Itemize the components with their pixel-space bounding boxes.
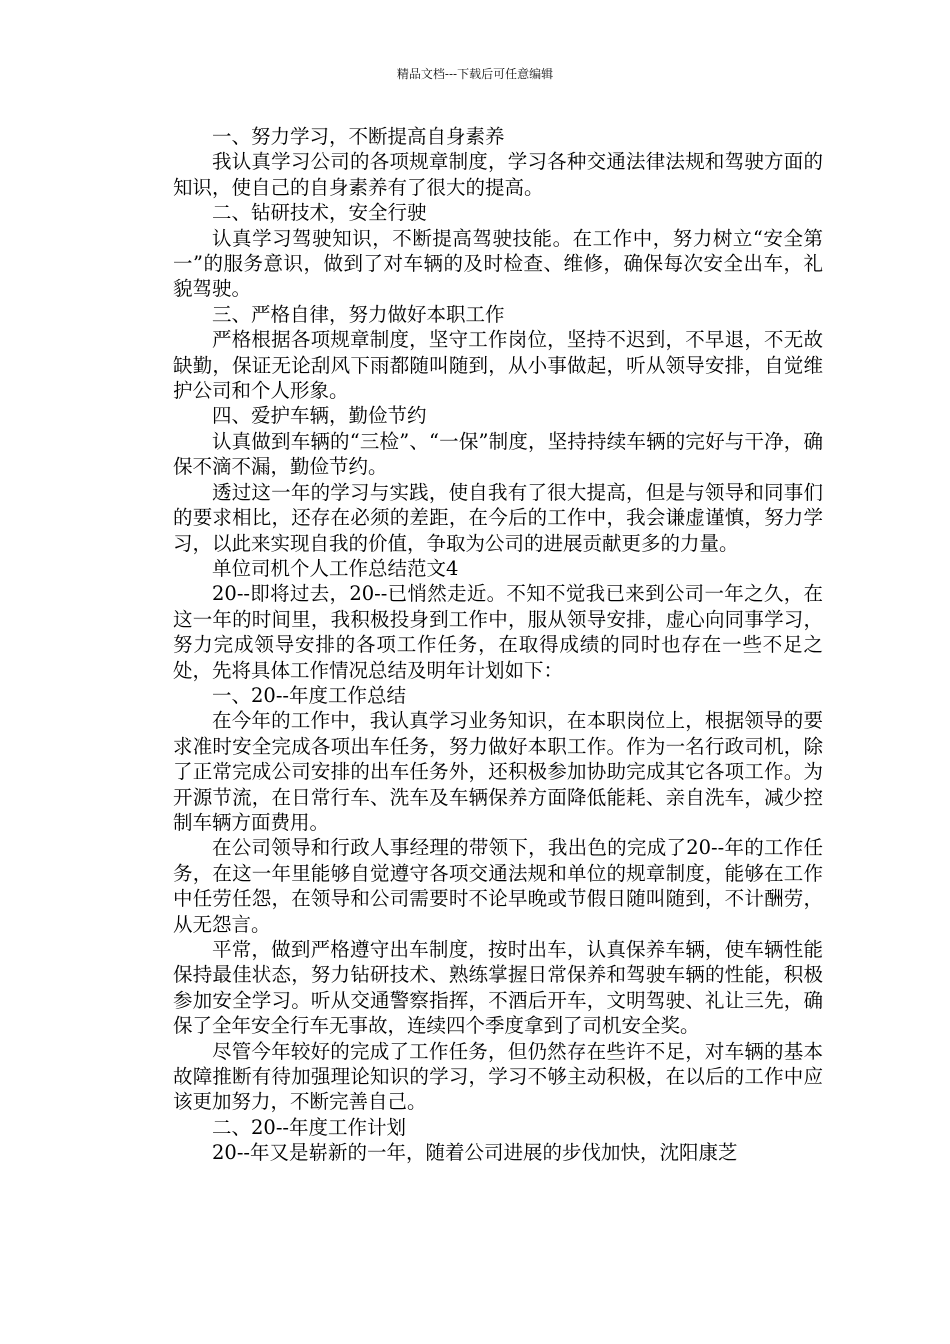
paragraph: 在今年的工作中，我认真学习业务知识，在本职岗位上，根据领导的要求准时安全完成各项出车任务，努力做好本职工作。作为一名行政司机，除了正常完成公司安排的出车任务外，还积极参加协助完成其它各项工作。为开源节流，在日常行车、洗车及车辆保养方面降低能耗、亲自洗车，减少控制车辆方面费用。 xyxy=(173,709,823,834)
section-heading-annual-summary: 一、20--年度工作总结 xyxy=(212,683,406,707)
paragraph: 透过这一年的学习与实践，使自我有了很大提高，但是与领导和同事们的要求相比，还存在必须的差距，在今后的工作中，我会谦虚谨慎，努力学习，以此来实现自我的价值，争取为公司的进展贡献更多的力量。 xyxy=(173,480,823,555)
section-heading-technique: 二、钻研技术，安全行驶 xyxy=(212,201,427,225)
paragraph: 我认真学习公司的各项规章制度，学习各种交通法律法规和驾驶方面的知识，使自己的自身素养有了很大的提高。 xyxy=(173,150,823,199)
paragraph: 认真做到车辆的“三检”、“一保”制度，坚持持续车辆的完好与干净，确保不滴不漏，勤俭节约。 xyxy=(173,429,823,479)
paragraph: 在公司领导和行政人事经理的带领下，我出色的完成了20--年的工作任务，在这一年里能够自觉遵守各项交通法规和单位的规章制度，能够在工作中任劳任怨，在领导和公司需要时不论早晚或节假日随叫随到，不计酬劳，从无怨言。 xyxy=(173,836,823,936)
paragraph: 认真学习驾驶知识，不断提高驾驶技能。在工作中，努力树立“安全第一”的服务意识，做到了对车辆的及时检查、维修，确保每次安全出车，礼貌驾驶。 xyxy=(173,226,823,301)
paragraph: 严格根据各项规章制度，坚守工作岗位，坚持不迟到，不早退，不无故缺勤，保证无论刮风下雨都随叫随到，从小事做起，听从领导安排，自觉维护公司和个人形象。 xyxy=(173,328,823,403)
paragraph: 尽管今年较好的完成了工作任务，但仍然存在些许不足，对车辆的基本故障推断有待加强理论知识的学习，学习不够主动积极，在以后的工作中应该更加努力，不断完善自己。 xyxy=(173,1039,823,1114)
paragraph: 平常，做到严格遵守出车制度，按时出车，认真保养车辆，使车辆性能保持最佳状态，努力钻研技术、熟练掌握日常保养和驾驶车辆的性能，积极参加安全学习。听从交通警察指挥，不酒后开车，文明驾驶、礼让三先，确保了全年安全行车无事故，连续四个季度拿到了司机安全奖。 xyxy=(173,938,823,1038)
paragraph: 20--年又是崭新的一年，随着公司进展的步伐加快，沈阳康芝 xyxy=(212,1141,738,1165)
paragraph: 20--即将过去，20--已悄然走近。不知不觉我已来到公司一年之久，在这一年的时间里，我积极投身到工作中，服从领导安排，虚心向同事学习，努力完成领导安排的各项工作任务，在取得成绩的同时也存在一些不足之处，先将具体工作情况总结及明年计划如下： xyxy=(173,582,823,682)
section-heading-annual-plan: 二、20--年度工作计划 xyxy=(212,1115,406,1139)
section-heading-vehicle-care: 四、爱护车辆，勤俭节约 xyxy=(212,404,427,428)
document-body xyxy=(173,124,823,1166)
section-heading-discipline: 三、严格自律，努力做好本职工作 xyxy=(212,302,505,326)
page-header: 精品文档---下载后可任意编辑 xyxy=(396,67,554,81)
document-section-title: 单位司机个人工作总结范文4 xyxy=(212,556,459,580)
section-heading-study: 一、努力学习，不断提高自身素养 xyxy=(212,125,505,148)
